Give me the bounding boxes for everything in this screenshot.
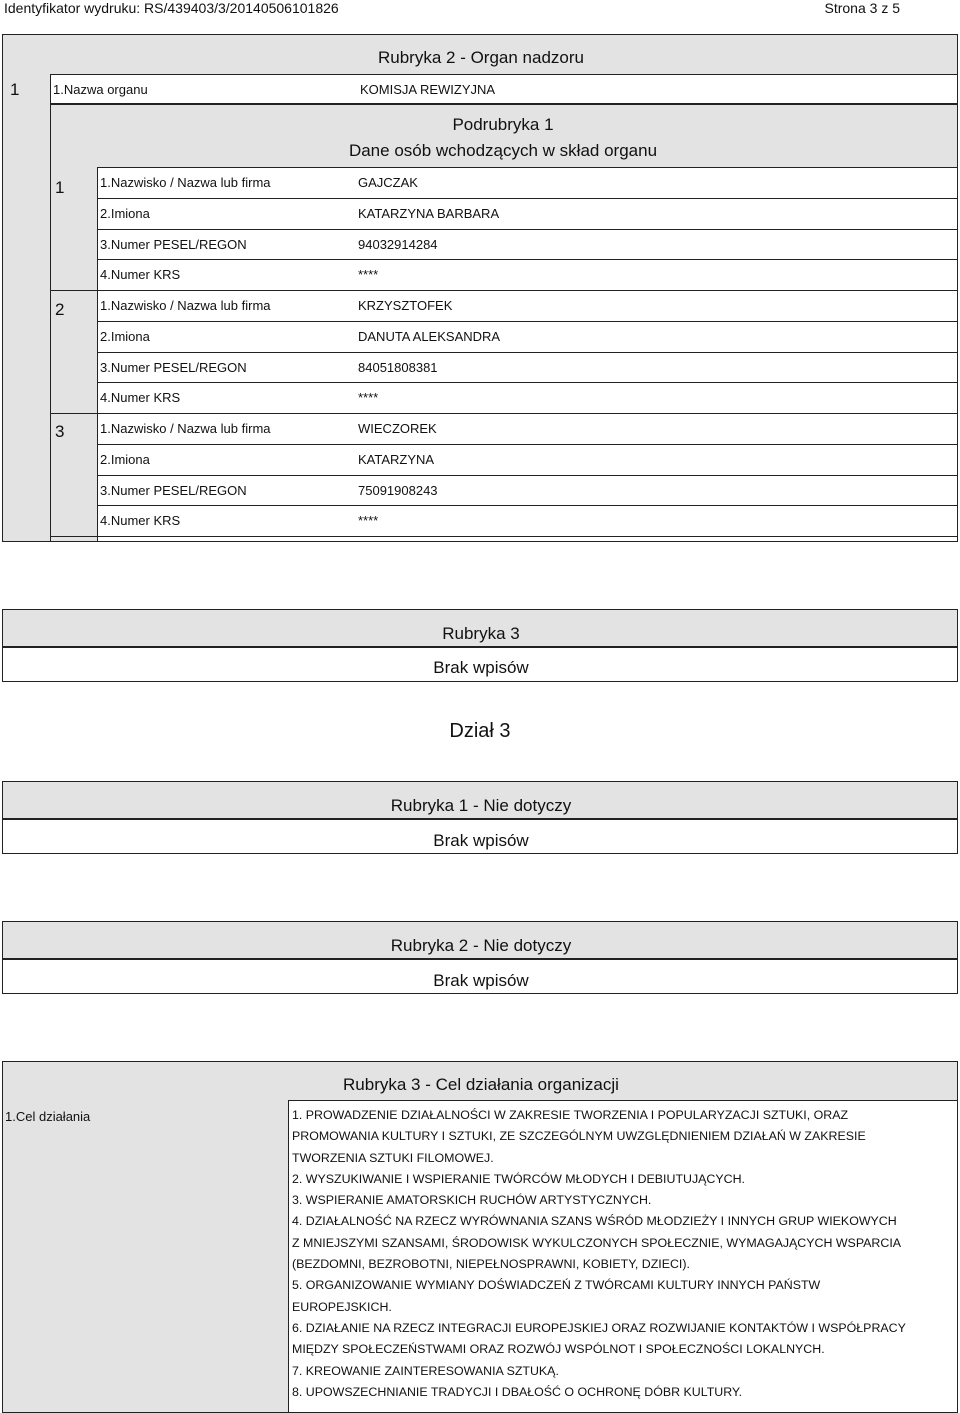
member-names-value: KATARZYNA BARBARA xyxy=(358,206,500,221)
d3r1-body xyxy=(2,819,958,854)
d3r3-label: 1.Cel działania xyxy=(5,1109,91,1124)
member-pesel-value: 94032914284 xyxy=(358,237,438,252)
d3r3-objectives xyxy=(292,1105,906,1403)
member-krs-label: 4.Numer KRS xyxy=(100,267,181,282)
objective-line: 1. PROWADZENIE DZIAŁALNOŚCI W ZAKRESIE TWORZENIA I POPULARYZACJI SZTUKI, ORAZ xyxy=(292,1108,849,1122)
objective-line: 3. WSPIERANIE AMATORSKICH RUCHÓW ARTYSTYCZNYCH. xyxy=(292,1193,652,1208)
organ-index: 1 xyxy=(10,80,20,99)
member-krs-value: **** xyxy=(358,390,379,405)
member-surname-value: KRZYSZTOFEK xyxy=(358,298,453,313)
member-names-value: DANUTA ALEKSANDRA xyxy=(358,329,501,344)
objective-line: TWORZENIA SZTUKI FILOMOWEJ. xyxy=(292,1150,494,1165)
member-names-label: 2.Imiona xyxy=(100,452,150,467)
member-pesel-value: 84051808381 xyxy=(358,360,438,375)
organ-title: Rubryka 2 - Organ nadzoru xyxy=(378,48,584,67)
d3r2-body xyxy=(2,959,958,994)
member-index: 2 xyxy=(55,300,65,319)
rubryka3-empty: Brak wpisów xyxy=(433,658,529,677)
d3r1-header xyxy=(2,781,958,819)
member-surname-value: GAJCZAK xyxy=(358,175,418,190)
organ-name-label: 1.Nazwa organu xyxy=(53,82,148,97)
d3r1-title: Rubryka 1 - Nie dotyczy xyxy=(390,796,572,815)
page-number: Strona 3 z 5 xyxy=(824,0,900,16)
objective-line: 5. ORGANIZOWANIE WYMIANY DOŚWIADCZEŃ Z TWÓRCAMI KULTURY INNYCH PAŃSTW xyxy=(292,1278,821,1293)
objective-line: MIĘDZY SPOŁECZEŃSTWAMI ORAZ ROZWÓJ WSPÓLNOT I SPOŁECZNOŚCI LOKALNYCH. xyxy=(292,1342,825,1357)
print-identifier: Identyfikator wydruku: RS/439403/3/20140506101826 xyxy=(4,0,339,16)
member-pesel-label: 3.Numer PESEL/REGON xyxy=(100,483,247,498)
rubryka3-body xyxy=(2,647,958,682)
member-index: 1 xyxy=(55,178,65,197)
d3r3-title: Rubryka 3 - Cel działania organizacji xyxy=(343,1075,619,1094)
member-surname-label: 1.Nazwisko / Nazwa lub firma xyxy=(100,421,271,436)
organ-name-value: KOMISJA REWIZYJNA xyxy=(360,82,496,97)
rubryka3-title: Rubryka 3 xyxy=(442,624,520,643)
objective-line: 2. WYSZUKIWANIE I WSPIERANIE TWÓRCÓW MŁODYCH I DEBIUTUJĄCYCH. xyxy=(292,1171,745,1186)
objective-line: PROMOWANIA KULTURY I SZTUKI, ZE SZCZEGÓLNYM UWZGLĘDNIENIEM DZIAŁAŃ W ZAKRESIE xyxy=(292,1129,866,1144)
member-krs-label: 4.Numer KRS xyxy=(100,390,181,405)
organ-name-row xyxy=(50,74,958,104)
d3r2-header xyxy=(2,921,958,959)
d3r2-empty: Brak wpisów xyxy=(433,971,529,990)
dzial3-title: Dział 3 xyxy=(449,720,511,742)
objective-line: 7. KREOWANIE ZAINTERESOWANIA SZTUKĄ. xyxy=(292,1363,559,1378)
member-names-label: 2.Imiona xyxy=(100,329,150,344)
member-pesel-label: 3.Numer PESEL/REGON xyxy=(100,360,247,375)
d3r2-title: Rubryka 2 - Nie dotyczy xyxy=(390,936,572,955)
objective-line: 8. UPOWSZECHNIANIE TRADYCJI I DBAŁOŚĆ O OCHRONĘ DÓBR KULTURY. xyxy=(292,1384,743,1399)
member-surname-value: WIECZOREK xyxy=(358,421,437,436)
member-pesel-value: 75091908243 xyxy=(358,483,438,498)
member-pesel-label: 3.Numer PESEL/REGON xyxy=(100,237,247,252)
member-surname-label: 1.Nazwisko / Nazwa lub firma xyxy=(100,298,271,313)
member-krs-value: **** xyxy=(358,267,379,282)
member-names-value: KATARZYNA xyxy=(358,452,435,467)
d3r1-empty: Brak wpisów xyxy=(433,831,529,850)
member-index: 3 xyxy=(55,422,65,441)
objective-line: 6. DZIAŁANIE NA RZECZ INTEGRACJI EUROPEJSKIEJ ORAZ ROZWIJANIE KONTAKTÓW I WSPÓŁPRACY xyxy=(292,1320,906,1335)
objective-line: 4. DZIAŁALNOŚĆ NA RZECZ WYRÓWNANIA SZANS WŚRÓD MŁODZIEŻY I INNYCH GRUP WIEKOWYCH xyxy=(292,1214,897,1229)
member-names-label: 2.Imiona xyxy=(100,206,150,221)
member-surname-label: 1.Nazwisko / Nazwa lub firma xyxy=(100,175,271,190)
member-krs-value: **** xyxy=(358,513,379,528)
rubryka3-header xyxy=(2,609,958,647)
objective-line: EUROPEJSKICH. xyxy=(292,1299,392,1314)
subsection-subtitle: Dane osób wchodzących w skład organu xyxy=(348,141,658,160)
subsection-title: Podrubryka 1 xyxy=(452,115,554,134)
objective-line: (BEZDOMNI, BEZROBOTNI, NIEPEŁNOSPRAWNI, KOBIETY, DZIECI). xyxy=(292,1257,690,1272)
member-krs-label: 4.Numer KRS xyxy=(100,513,181,528)
objective-line: Z MNIEJSZYMI SZANSAMI, ŚRODOWISK WYKULCZONYCH SPOŁECZNIE, WYMAGAJĄCYCH WSPARCIA xyxy=(292,1235,902,1250)
